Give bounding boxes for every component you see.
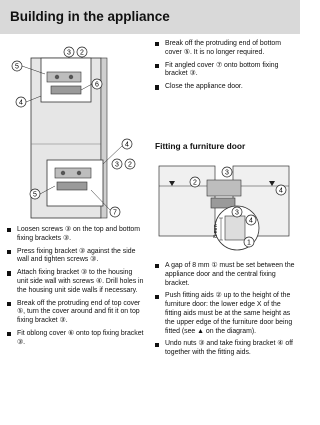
svg-text:5: 5 [15, 63, 19, 71]
svg-text:2: 2 [128, 161, 132, 169]
steps-list-right-top [155, 40, 295, 92]
list-item: Fit oblong cover ⑥ onto top fixing bracket ③. [7, 330, 145, 348]
steps-list-left [7, 226, 145, 348]
list-item: Fit angled cover ⑦ onto bottom fixing bracket ③. [155, 62, 295, 80]
svg-text:6: 6 [95, 81, 99, 89]
svg-text:4: 4 [249, 217, 253, 225]
callout-3-top [64, 47, 74, 57]
svg-text:7: 7 [113, 209, 117, 217]
list-item: Close the appliance door. [155, 83, 295, 92]
list-item: Press fixing bracket ③ against the side wall and tighten screws ③. [7, 248, 145, 266]
list-item: Attach fixing bracket ③ to the housing unit side wall with screws ④. Drill holes in the housing unit side walls if necessary. [7, 269, 145, 295]
steps-list-right-bottom [155, 262, 295, 358]
list-item: Break off the protruding end of top cover ⑤, turn the cover around and fit it on top fixing bracket ③. [7, 300, 145, 326]
callout-4-detail [246, 215, 256, 225]
callout-1 [244, 237, 254, 247]
section-heading: Fitting a furniture door [155, 141, 246, 151]
svg-text:3: 3 [235, 209, 239, 217]
instructions-left-column [7, 226, 145, 352]
svg-text:2: 2 [193, 179, 197, 187]
svg-text:3: 3 [115, 161, 119, 169]
callout-2-bottom [125, 159, 135, 169]
svg-text:4: 4 [125, 141, 129, 149]
list-item: A gap of 8 mm ① must be set between the appliance door and the central fixing bracket. [155, 262, 295, 288]
brackets-diagram [7, 44, 142, 222]
list-item: Push fitting aids ② up to the height of the furniture door: the lower edge X of the fitting aids must be at the same height as the upper edge of the furniture door being fitted (see ▲ on the diagram). [155, 292, 295, 336]
instructions-right-column-bottom [155, 262, 295, 362]
callout-3-bottom [112, 159, 122, 169]
callout-4 [276, 185, 286, 195]
page-header [0, 0, 300, 34]
list-item: Break off the protruding end of bottom cover ⑤. It is no longer required. [155, 40, 295, 58]
callout-2 [190, 177, 200, 187]
installation-figure-brackets [7, 44, 142, 222]
callout-3-detail [232, 207, 242, 217]
svg-text:1: 1 [247, 239, 251, 247]
door-fitting-diagram [155, 158, 293, 258]
svg-text:2: 2 [80, 49, 84, 57]
page-title: Building in the appliance [10, 9, 170, 24]
list-item: Loosen screws ③ on the top and bottom fixing brackets ③. [7, 226, 145, 244]
svg-text:3: 3 [67, 49, 71, 57]
list-item: Undo nuts ③ and take fixing bracket ④ off together with the fitting aids. [155, 340, 295, 358]
callout-3 [222, 167, 232, 177]
furniture-door-figure [155, 158, 293, 258]
gap-label: 8 mm [213, 224, 219, 238]
callout-2-top [77, 47, 87, 57]
svg-text:3: 3 [225, 169, 229, 177]
svg-text:4: 4 [19, 99, 23, 107]
instructions-right-column-top [155, 40, 295, 96]
svg-text:4: 4 [279, 187, 283, 195]
svg-text:5: 5 [33, 191, 37, 199]
